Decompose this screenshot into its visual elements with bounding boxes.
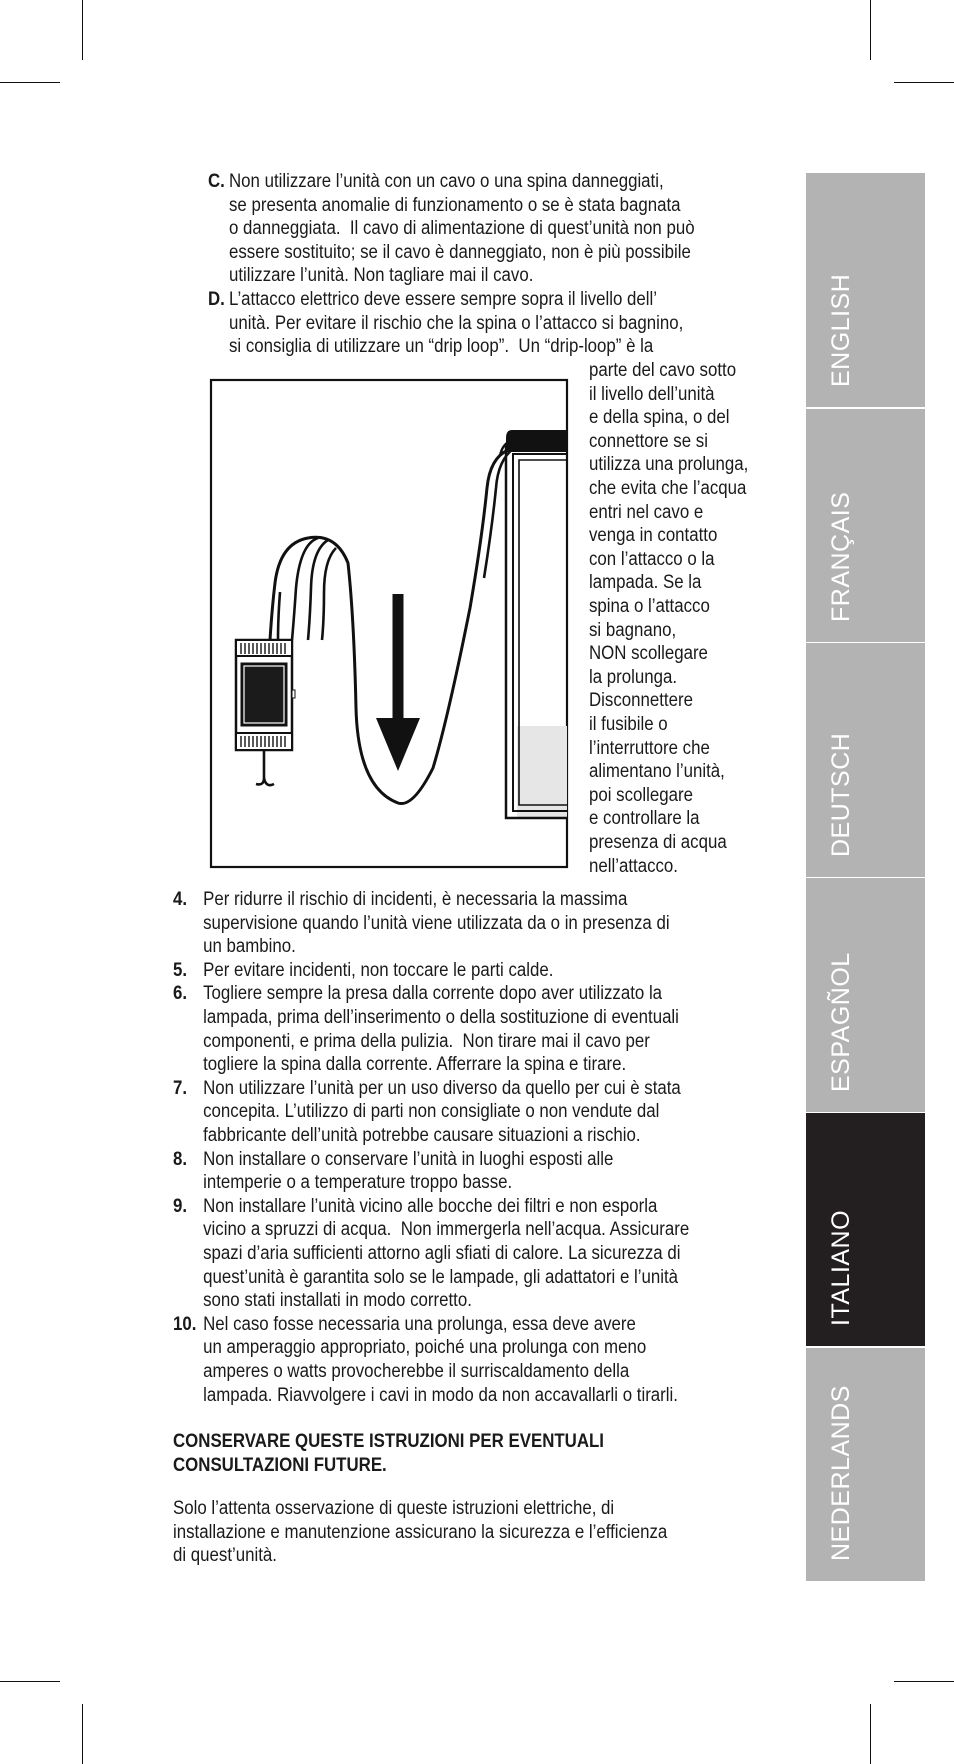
drip-loop-line: venga in contatto <box>589 524 718 547</box>
tab-label: FRANÇAIS <box>827 491 855 623</box>
drip-loop-line: il fusibile o <box>589 713 668 735</box>
tab-nederlands[interactable] <box>806 1348 925 1582</box>
list-item-line: lampada. Riavvolgere i cavi in modo da non accavallarli o tirarli. <box>203 1383 678 1406</box>
list-item-line: componenti, e prima della pulizia. Non tirare mai il cavo per <box>203 1029 650 1052</box>
list-item-line: amperes o watts provocherebbe il surriscaldamento della <box>203 1359 630 1382</box>
list-item-number: 6. <box>173 982 188 1005</box>
tab-label: DEUTSCH <box>827 732 855 858</box>
drip-loop-line: NON scollegare <box>589 642 708 665</box>
drip-loop-line: poi scollegare <box>589 783 693 806</box>
item-c-line: o danneggiata. Il cavo di alimentazione di quest’unità non può <box>229 217 695 240</box>
tab-label: ENGLISH <box>827 273 855 387</box>
item-c-line: Non utilizzare l’unità con un cavo o una spina danneggiati, <box>229 170 664 192</box>
conservare-line: CONSERVARE QUESTE ISTRUZIONI PER EVENTUALI <box>173 1430 604 1452</box>
list-item-line: lampada, prima dell’inserimento o della sostituzione di eventuali <box>203 1005 679 1028</box>
list-item-line: supervisione quando l’unità viene utilizzata da o in presenza di <box>203 911 670 934</box>
conservare-line: CONSULTAZIONI FUTURE. <box>173 1453 387 1476</box>
list-item-line: fabbricante dell’unità potrebbe causare situazioni a rischio. <box>203 1123 641 1146</box>
list-item-line: vicino a spruzzi di acqua. Non immergerla nell’acqua. Assicurare <box>203 1218 690 1241</box>
list-item-line: Non installare l’unità vicino alle bocche dei filtri e non esporla <box>203 1194 658 1217</box>
drip-loop-line: con l’attacco o la <box>589 547 715 570</box>
list-item-line: quest’unità è garantita solo se le lampade, gli adattatori e l’unità <box>203 1265 679 1288</box>
list-item-number: 9. <box>173 1194 188 1217</box>
crop-mark-top-right-h <box>894 82 954 83</box>
tab-deutsch[interactable] <box>806 643 925 877</box>
drip-loop-line: si bagnano, <box>589 618 677 641</box>
list-item-line: un bambino. <box>203 935 296 958</box>
language-tabs <box>806 173 925 1589</box>
closing-line: di quest’unità. <box>173 1544 277 1567</box>
tab-espagol[interactable] <box>806 878 925 1112</box>
closing-line: Solo l’attenta osservazione di queste istruzioni elettriche, di <box>173 1497 615 1519</box>
item-d-label: D. <box>208 288 225 310</box>
drip-loop-line: presenza di acqua <box>589 831 727 853</box>
drip-loop-line: e della spina, o del <box>589 406 730 429</box>
drip-loop-line: spina o l’attacco <box>589 595 710 617</box>
tab-label: ESPAGÑOL <box>827 952 855 1092</box>
item-d-line: si consiglia di utilizzare un “drip loop”. Un “drip-loop” è la <box>229 335 654 358</box>
drip-loop-line: Disconnettere <box>589 689 693 712</box>
drip-loop-line: connettore se si <box>589 429 708 452</box>
item-c-label: C. <box>208 170 225 192</box>
list-item-line: Non utilizzare l’unità per un uso diverso da quello per cui è stata <box>203 1076 681 1099</box>
crop-mark-top-left-h <box>0 82 60 83</box>
tab-label: NEDERLANDS <box>827 1385 855 1562</box>
closing-line: installazione e manutenzione assicurano la sicurezza e l’efficienza <box>173 1520 668 1543</box>
item-c <box>208 170 788 290</box>
item-c-line: utilizzare l’unità. Non tagliare mai il cavo. <box>229 264 534 287</box>
list-item-line: sono stati installati in modo corretto. <box>203 1289 472 1312</box>
drip-loop-line: che evita che l’acqua <box>589 477 747 499</box>
drip-loop-line: il livello dell’unità <box>589 382 715 405</box>
item-c-line: essere sostituito; se il cavo è danneggiato, non è più possibile <box>229 240 691 263</box>
drip-loop-line: e controllare la <box>589 807 700 830</box>
drip-loop-illustration <box>208 378 570 870</box>
list-item-line: Non installare o conservare l’unità in luoghi esposti alle <box>203 1147 614 1170</box>
drip-loop-line: utilizza una prolunga, <box>589 453 749 476</box>
list-item-line: togliere la spina dalla corrente. Afferrare la spina e tirare. <box>203 1053 627 1076</box>
tab-english[interactable] <box>806 173 925 407</box>
tab-italiano[interactable] <box>806 1113 925 1347</box>
list-item-line: un amperaggio appropriato, poiché una prolunga con meno <box>203 1336 647 1359</box>
list-item-line: Per evitare incidenti, non toccare le parti calde. <box>203 958 554 981</box>
drip-loop-line: parte del cavo sotto <box>589 359 737 381</box>
list-item-line: Per ridurre il rischio di incidenti, è necessaria la massima <box>203 888 628 910</box>
list-item-line: concepita. L’utilizzo di parti non consigliate o non vendute dal <box>203 1100 660 1123</box>
list-item-line: intemperie o a temperature troppo basse. <box>203 1171 513 1194</box>
crop-mark-bottom-right-v <box>870 1704 871 1764</box>
conservare-heading <box>173 1430 604 1501</box>
drip-loop-line: entri nel cavo e <box>589 500 704 523</box>
list-item-number: 4. <box>173 888 188 910</box>
tab-franais[interactable] <box>806 409 925 643</box>
crop-mark-top-left-v <box>82 0 83 60</box>
list-item-line: Togliere sempre la presa dalla corrente dopo aver utilizzato la <box>203 982 663 1005</box>
drip-loop-line: alimentano l’unità, <box>589 760 725 783</box>
drip-loop-line: nell’attacco. <box>589 854 678 877</box>
list-item-line: Nel caso fosse necessaria una prolunga, essa deve avere <box>203 1312 636 1335</box>
list-item-number: 8. <box>173 1147 188 1170</box>
item-d-line: unità. Per evitare il rischio che la spina o l’attacco si bagnino, <box>229 311 684 334</box>
drip-loop-line: lampada. Se la <box>589 571 702 594</box>
closing-paragraph <box>173 1497 668 1591</box>
crop-mark-bottom-right-h <box>894 1681 954 1682</box>
item-d-line: L’attacco elettrico deve essere sempre sopra il livello dell’ <box>229 288 658 310</box>
list-item-number: 10. <box>173 1312 197 1335</box>
list-item-line: spazi d’aria sufficienti attorno agli sfiati di calore. La sicurezza di <box>203 1241 681 1264</box>
list-item-number: 7. <box>173 1076 188 1099</box>
cord-clamp <box>506 430 567 452</box>
item-c-line: se presenta anomalie di funzionamento o se è stata bagnata <box>229 193 681 216</box>
crop-mark-top-right-v <box>870 0 871 60</box>
drip-loop-line: la prolunga. <box>589 665 678 688</box>
crop-mark-bottom-left-v <box>82 1704 83 1764</box>
list-item-number: 5. <box>173 958 188 981</box>
crop-mark-bottom-left-h <box>0 1681 60 1682</box>
drip-loop-line: l’interruttore che <box>589 736 710 759</box>
tab-label: ITALIANO <box>827 1210 855 1327</box>
